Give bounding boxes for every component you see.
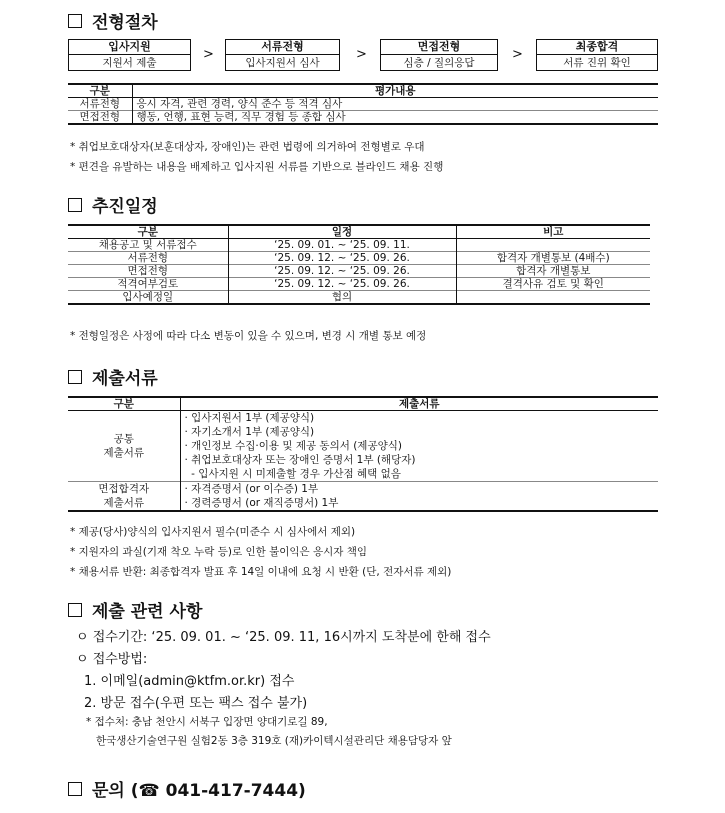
checkbox-square-icon <box>68 14 82 28</box>
table-cell: ‘25. 09. 12. ~ ‘25. 09. 26. <box>228 252 456 265</box>
table-cell: 입사예정일 <box>68 291 228 305</box>
group-label <box>68 482 180 512</box>
group-label-line: 제출서류 <box>103 497 145 509</box>
step-head: 면접전형 <box>381 40 497 55</box>
table-row <box>68 278 650 291</box>
table-row <box>68 411 658 482</box>
table-cell: 면접전형 <box>68 111 132 125</box>
note: * 채용서류 반환: 최종합격자 발표 후 14일 이내에 요청 시 반환 (단, 전자서류 제외) <box>70 566 452 578</box>
note: * 지원자의 과실(기재 착오 누락 등)로 인한 불이익은 응시자 책임 <box>70 546 368 558</box>
section-title-text: 전형절차 <box>92 13 158 33</box>
table-row <box>68 482 658 512</box>
arrow-icon: > <box>512 47 523 62</box>
table-cell <box>456 239 650 252</box>
step-box-interview <box>380 39 498 71</box>
section-title-text: 제출서류 <box>92 369 158 389</box>
method-visit: 2. 방문 접수(우편 또는 팩스 접수 불가) <box>84 696 308 711</box>
submission-method: ㅇ 접수방법: <box>76 652 148 667</box>
section-title-procedure <box>68 8 158 33</box>
step-body: 서류 진위 확인 <box>563 57 631 69</box>
list-item: · 자기소개서 1부 (제공양식) <box>184 426 315 438</box>
documents-table <box>68 396 658 512</box>
list-item: · 경력증명서 (or 재직증명서) 1부 <box>184 497 339 509</box>
arrow-icon: > <box>203 47 214 62</box>
table-header: 구분 <box>68 84 132 98</box>
table-row <box>68 111 658 125</box>
note: * 편견을 유발하는 내용을 배제하고 입사지원 서류를 기반으로 블라인드 채용 진행 <box>70 161 444 173</box>
step-head: 최종합격 <box>537 40 657 55</box>
table-header: 비고 <box>456 225 650 239</box>
section-title-contact <box>68 776 306 801</box>
table-row <box>68 98 658 111</box>
section-title-submission <box>68 597 202 622</box>
list-item: - 입사지원 시 미제출할 경우 가산점 혜택 없음 <box>184 468 401 480</box>
method-email: 1. 이메일(admin@ktfm.or.kr) 접수 <box>84 674 295 689</box>
table-cell: 응시 자격, 관련 경력, 양식 준수 등 적격 심사 <box>132 98 658 111</box>
table-header: 제출서류 <box>180 397 658 411</box>
table-cell: 채용공고 및 서류접수 <box>68 239 228 252</box>
note: * 제공(당사)양식의 입사지원서 필수(미준수 시 심사에서 제외) <box>70 526 356 538</box>
group-items <box>180 482 658 512</box>
list-item: · 자격증명서 (or 이수증) 1부 <box>184 483 319 495</box>
group-label-line: 공통 <box>113 433 134 445</box>
section-title-text: 문의 (☎ 041-417-7444) <box>92 781 306 801</box>
table-cell: 면접전형 <box>68 265 228 278</box>
table-cell: ‘25. 09. 12. ~ ‘25. 09. 26. <box>228 265 456 278</box>
step-body: 지원서 제출 <box>102 57 157 69</box>
list-item: · 취업보호대상자 또는 장애인 증명서 1부 (해당자) <box>184 454 416 466</box>
arrow-icon: > <box>356 47 367 62</box>
step-box-apply <box>68 39 191 71</box>
step-body: 입사지원서 심사 <box>245 57 320 69</box>
step-box-document <box>225 39 340 71</box>
table-header: 구분 <box>68 225 228 239</box>
section-title-documents <box>68 364 158 389</box>
table-header: 일정 <box>228 225 456 239</box>
section-title-text: 제출 관련 사항 <box>92 602 203 622</box>
table-row <box>68 239 650 252</box>
table-row <box>68 252 650 265</box>
table-row <box>68 291 650 305</box>
group-items <box>180 411 658 482</box>
table-cell: ‘25. 09. 01. ~ ‘25. 09. 11. <box>228 239 456 252</box>
table-cell: 합격자 개별통보 <box>456 265 650 278</box>
note: * 취업보호대상자(보훈대상자, 장애인)는 관련 법령에 의거하여 전형별로 우대 <box>70 141 425 153</box>
checkbox-square-icon <box>68 198 82 212</box>
table-cell: ‘25. 09. 12. ~ ‘25. 09. 26. <box>228 278 456 291</box>
table-cell: 서류전형 <box>68 98 132 111</box>
group-label-line: 면접합격자 <box>98 483 150 495</box>
table-cell: 결격사유 검토 및 확인 <box>456 278 650 291</box>
group-label-line: 제출서류 <box>103 447 145 459</box>
table-header: 구분 <box>68 397 180 411</box>
step-head: 입사지원 <box>69 40 190 55</box>
checkbox-square-icon <box>68 782 82 796</box>
section-title-text: 추진일정 <box>92 197 158 217</box>
address-line: 한국생산기술연구원 실험2동 3층 319호 (재)카이텍시설관리단 채용담당자 앞 <box>96 735 452 747</box>
group-label <box>68 411 180 482</box>
evaluation-table <box>68 83 658 125</box>
table-header: 평가내용 <box>132 84 658 98</box>
note: * 전형일정은 사정에 따라 다소 변동이 있을 수 있으며, 변경 시 개별 통보 예정 <box>70 330 427 342</box>
table-cell: 협의 <box>228 291 456 305</box>
step-body: 심층 / 질의응답 <box>403 57 475 69</box>
checkbox-square-icon <box>68 370 82 384</box>
table-cell <box>456 291 650 305</box>
step-head: 서류전형 <box>226 40 339 55</box>
section-title-schedule <box>68 192 158 217</box>
table-row <box>68 265 650 278</box>
table-cell: 적격여부검토 <box>68 278 228 291</box>
checkbox-square-icon <box>68 603 82 617</box>
schedule-table <box>68 224 650 305</box>
table-cell: 행동, 언행, 표현 능력, 직무 경험 등 종합 심사 <box>132 111 658 125</box>
step-box-final <box>536 39 658 71</box>
submission-period: ㅇ 접수기간: ‘25. 09. 01. ~ ‘25. 09. 11, 16시까지 도착분에 한해 접수 <box>76 630 491 645</box>
table-cell: 서류전형 <box>68 252 228 265</box>
address-line: * 접수처: 충남 천안시 서북구 입장면 양대기로길 89, <box>86 716 328 728</box>
list-item: · 입사지원서 1부 (제공양식) <box>184 412 315 424</box>
list-item: · 개인정보 수집·이용 및 제공 동의서 (제공양식) <box>184 440 402 452</box>
table-cell: 합격자 개별통보 (4배수) <box>456 252 650 265</box>
